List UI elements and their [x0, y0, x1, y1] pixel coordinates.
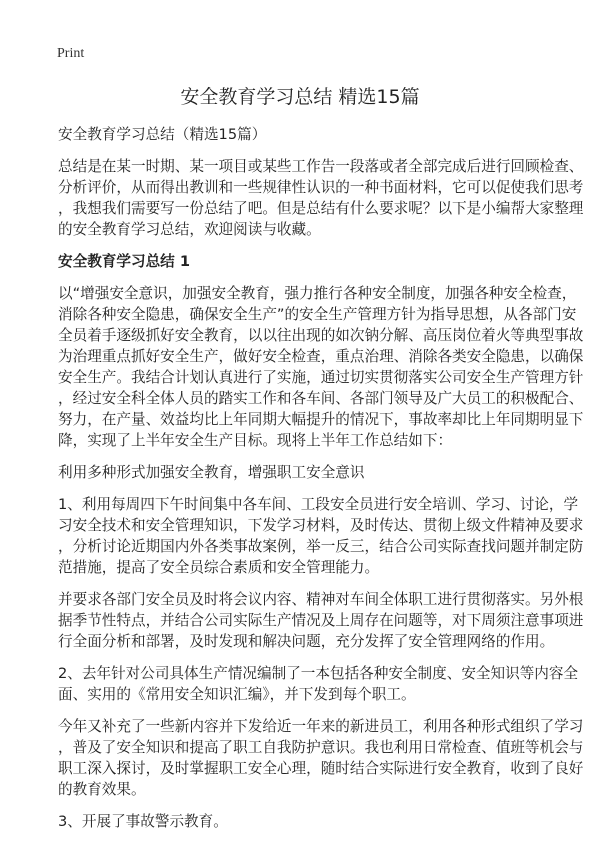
text-line: 安全教育学习总结（精选15篇）: [58, 126, 267, 143]
paragraph: [58, 589, 584, 652]
paragraph: [58, 156, 584, 240]
text-line: 努力，在产量、效益均比上年同期大幅提升的情况下，事故率却比上年同期明显下: [58, 411, 584, 428]
text-line: 安全教育学习总结 1: [58, 253, 190, 270]
document-body: [58, 124, 584, 843]
text-line: 分析评价，从而得出教训和一些规律性认识的一种书面材料，它可以促使我们思考: [58, 179, 584, 196]
text-line: 行全面分析和部署，及时发现和解决问题，充分发挥了安全管理网络的作用。: [58, 633, 555, 650]
paragraph: [58, 716, 584, 800]
text-line: 职工深入探讨，及时掌握职工安全心理，随时结合实际进行安全教育，收到了良好: [58, 760, 584, 777]
text-line: 2、去年针对公司具体生产情况编制了一本包括各种安全制度、安全知识等内容全: [58, 665, 579, 682]
text-line: 3、开展了事故警示教育。: [58, 813, 228, 830]
text-line: ，经过安全科全体人员的踏实工作和各车间、各部门领导及广大员工的积极配合、: [58, 390, 584, 407]
section-heading: [58, 251, 578, 272]
text-line: 范措施，提高了安全员综合素质和安全管理能力。: [58, 559, 380, 576]
paragraph: [58, 462, 578, 483]
text-line: 据季节性特点，并结合公司实际生产情况及上周存在问题等，对下周须注意事项进: [58, 612, 584, 629]
text-line: ，我想我们需要写一份总结了吧。但是总结有什么要求呢？以下是小编帮大家整理: [58, 200, 584, 217]
text-line: 今年又补充了一些新内容并下发给近一年来的新进员工，利用各种形式组织了学习: [58, 718, 584, 735]
text-line: 总结是在某一时期、某一项目或某些工作告一段落或者全部完成后进行回顾检查、: [58, 158, 584, 175]
text-line: 消除各种安全隐患，确保安全生产”的安全生产管理方针为指导思想，从各部门安: [58, 306, 577, 323]
paragraph: [58, 494, 584, 578]
paragraph: [58, 124, 578, 145]
text-line: 习安全技术和安全管理知识，下发学习材料，及时传达、贯彻上级文件精神及要求: [58, 517, 584, 534]
text-line: ，分析讨论近期国内外各类事故案例，举一反三，结合公司实际查找问题并制定防: [58, 538, 584, 555]
paragraph: [58, 283, 584, 451]
text-line: 以“增强安全意识，加强安全教育，强力推行各种安全制度，加强各种安全检查，: [58, 285, 577, 302]
document-title: 安全教育学习总结 精选15篇: [180, 86, 420, 108]
text-line: 的教育效果。: [58, 781, 146, 798]
text-line: 1、利用每周四下午时间集中各车间、工段安全员进行安全培训、学习、讨论，学: [58, 496, 579, 513]
text-line: 面、实用的《常用安全知识汇编》，并下发到每个职工。: [58, 686, 416, 703]
text-line: 全员着手逐级抓好安全教育，以以往出现的如次钠分解、高压岗位着火等典型事故: [58, 327, 584, 344]
text-line: 安全生产。我结合计划认真进行了实施，通过切实贯彻落实公司安全生产管理方针: [58, 369, 584, 386]
text-line: 并要求各部门安全员及时将会议内容、精神对车间全体职工进行贯彻落实。另外根: [58, 591, 584, 608]
text-line: 降，实现了上半年安全生产目标。现将上半年工作总结如下：: [58, 432, 453, 449]
text-line: 的安全教育学习总结，欢迎阅读与收藏。: [58, 221, 321, 238]
paragraph: [58, 663, 578, 705]
print-link[interactable]: Print: [57, 46, 85, 61]
text-line: 为治理重点抓好安全生产，做好安全检查，重点治理、消除各类安全隐患，以确保: [58, 348, 584, 365]
paragraph: [58, 811, 578, 832]
text-line: ，普及了安全知识和提高了职工自我防护意识。我也利用日常检查、值班等机会与: [58, 739, 584, 756]
text-line: 利用多种形式加强安全教育，增强职工安全意识: [58, 464, 365, 481]
